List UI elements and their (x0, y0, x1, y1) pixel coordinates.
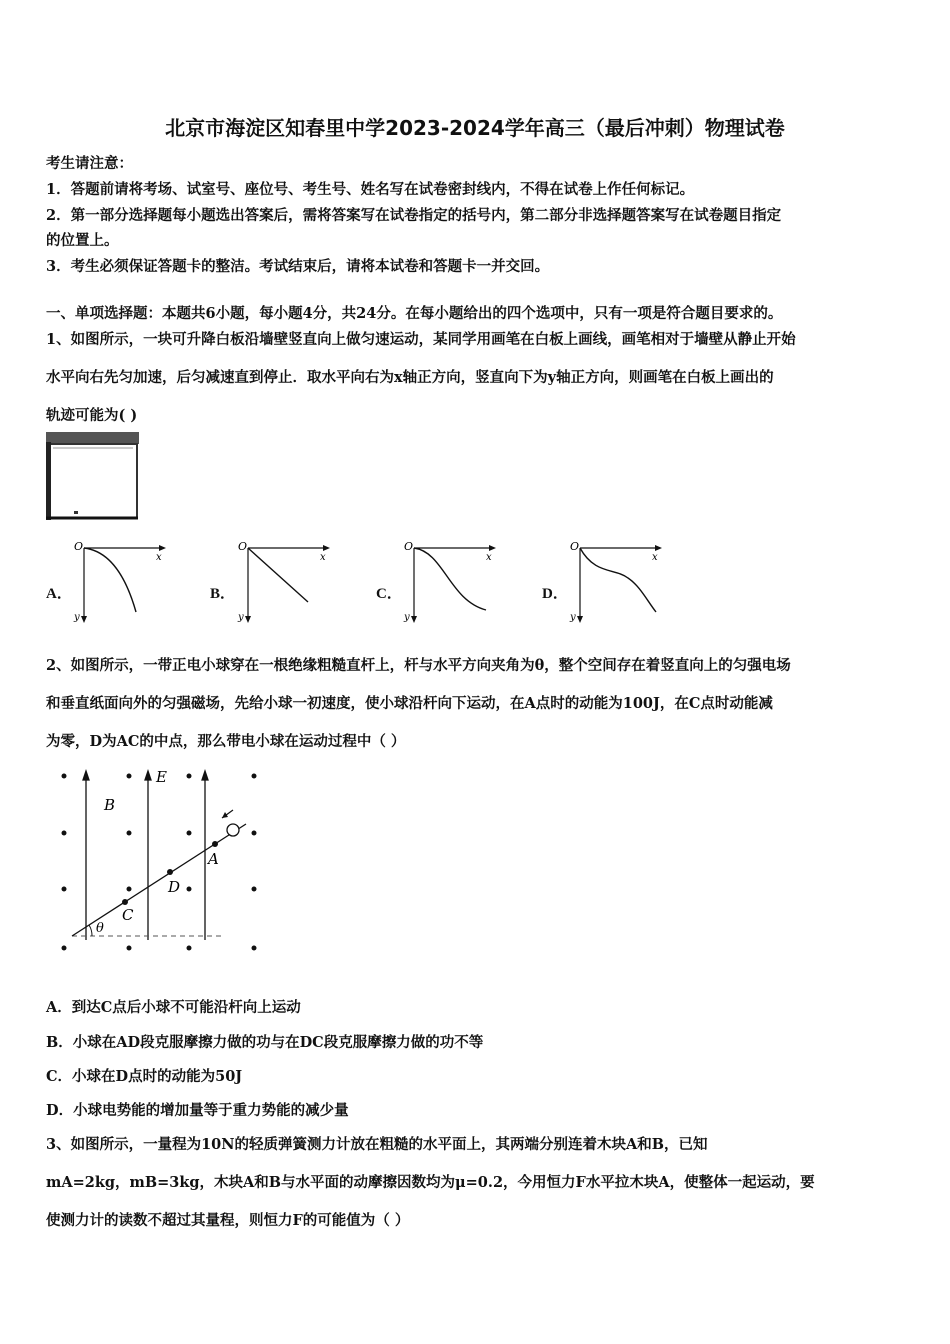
notice-item-3: 3．考生必须保证答题卡的整洁。考试结束后，请将本试卷和答题卡一并交回。 (46, 258, 550, 275)
point-d (167, 869, 173, 875)
electric-field-lines (83, 771, 208, 940)
q1-line-1: 1、如图所示，一块可升降白板沿墙壁竖直向上做匀速运动，某同学用画笔在白板上画线，画笔相对于墙壁从静止开始 (46, 331, 796, 348)
axis-x-a: x (156, 552, 162, 563)
angle-arc (89, 925, 92, 936)
notice-item-1: 1．答题前请将考场、试室号、座位号、考生号、姓名写在试卷密封线内，不得在试卷上作任何标记。 (46, 181, 695, 198)
q3-line-3: 使测力计的读数不超过其量程，则恒力F的可能值为（ ） (46, 1212, 410, 1229)
axis-origin-d: O (570, 540, 580, 553)
axis-y-d: y (570, 612, 576, 623)
axis-y-a: y (74, 612, 80, 623)
notice-heading: 考生请注意： (46, 155, 133, 172)
axis-origin-b: O (238, 540, 248, 553)
label-c: C (122, 906, 134, 924)
q2-line-2: 和垂直纸面向外的匀强磁场，先给小球一初速度，使小球沿杆向下运动，在A点时的动能为100J，在C点时动能减 (46, 695, 773, 712)
q1-option-a: A． (46, 586, 72, 602)
axis-x-d: x (652, 552, 658, 563)
axis-y-c: y (404, 612, 410, 623)
axis-x-c: x (486, 552, 492, 563)
q2-figure (50, 762, 270, 957)
q2-option-d: D．小球电势能的增加量等于重力势能的减少量 (46, 1102, 349, 1119)
section-heading: 一、单项选择题：本题共6小题，每小题4分，共24分。在每小题给出的四个选项中，只有一项是符合题目要求的。 (46, 305, 783, 322)
q2-option-a: A．到达C点后小球不可能沿杆向上运动 (46, 999, 301, 1016)
q1-graph-c (404, 540, 504, 626)
rod (72, 824, 246, 936)
point-c (122, 899, 128, 905)
q1-graph-a (74, 540, 174, 626)
q2-option-c: C．小球在D点时的动能为50J (46, 1068, 243, 1085)
q1-line-3: 轨迹可能为( ) (46, 407, 138, 424)
axis-origin-a: O (74, 540, 84, 553)
q1-graph-b (238, 540, 338, 626)
label-a: A (208, 850, 219, 868)
q1-graph-d (570, 540, 670, 626)
q3-line-1: 3、如图所示，一量程为10N的轻质弹簧测力计放在粗糙的水平面上，其两端分别连着木块A和B，已知 (46, 1136, 708, 1153)
notice-item-2b: 的位置上。 (46, 232, 119, 249)
label-b: B (104, 796, 116, 814)
charged-ball (227, 824, 239, 836)
whiteboard-image (46, 432, 141, 520)
q1-option-d: D． (542, 586, 568, 602)
axis-y-b: y (238, 612, 244, 623)
label-theta: θ (96, 921, 104, 936)
notice-item-2a: 2．第一部分选择题每小题选出答案后，需将答案写在试卷指定的括号内，第二部分非选择题答案写在试卷题目指定 (46, 207, 782, 224)
axis-origin-c: O (404, 540, 414, 553)
q1-option-c: C． (376, 586, 402, 602)
label-e: E (156, 768, 167, 786)
q2-line-3: 为零，D为AC的中点，那么带电小球在运动过程中（ ） (46, 733, 406, 750)
q1-option-b: B． (210, 586, 236, 602)
point-a (212, 841, 218, 847)
q3-line-2: mA=2kg，mB=3kg，木块A和B与水平面的动摩擦因数均为μ=0.2，今用恒力F水平拉木块A，使整体一起运动，要 (46, 1174, 815, 1191)
q2-option-b: B．小球在AD段克服摩擦力做的功与在DC段克服摩擦力做的功不等 (46, 1034, 484, 1051)
q1-line-2: 水平向右先匀加速，后匀减速直到停止．取水平向右为x轴正方向，竖直向下为y轴正方向，则画笔在白板上画出的 (46, 369, 774, 386)
axis-x-b: x (320, 552, 326, 563)
page-title: 北京市海淀区知春里中学2023-2024学年高三（最后冲刺）物理试卷 (165, 116, 785, 140)
q2-line-1: 2、如图所示，一带正电小球穿在一根绝缘粗糙直杆上，杆与水平方向夹角为θ，整个空间存在着竖直向上的匀强电场 (46, 657, 791, 674)
label-d: D (168, 878, 181, 896)
